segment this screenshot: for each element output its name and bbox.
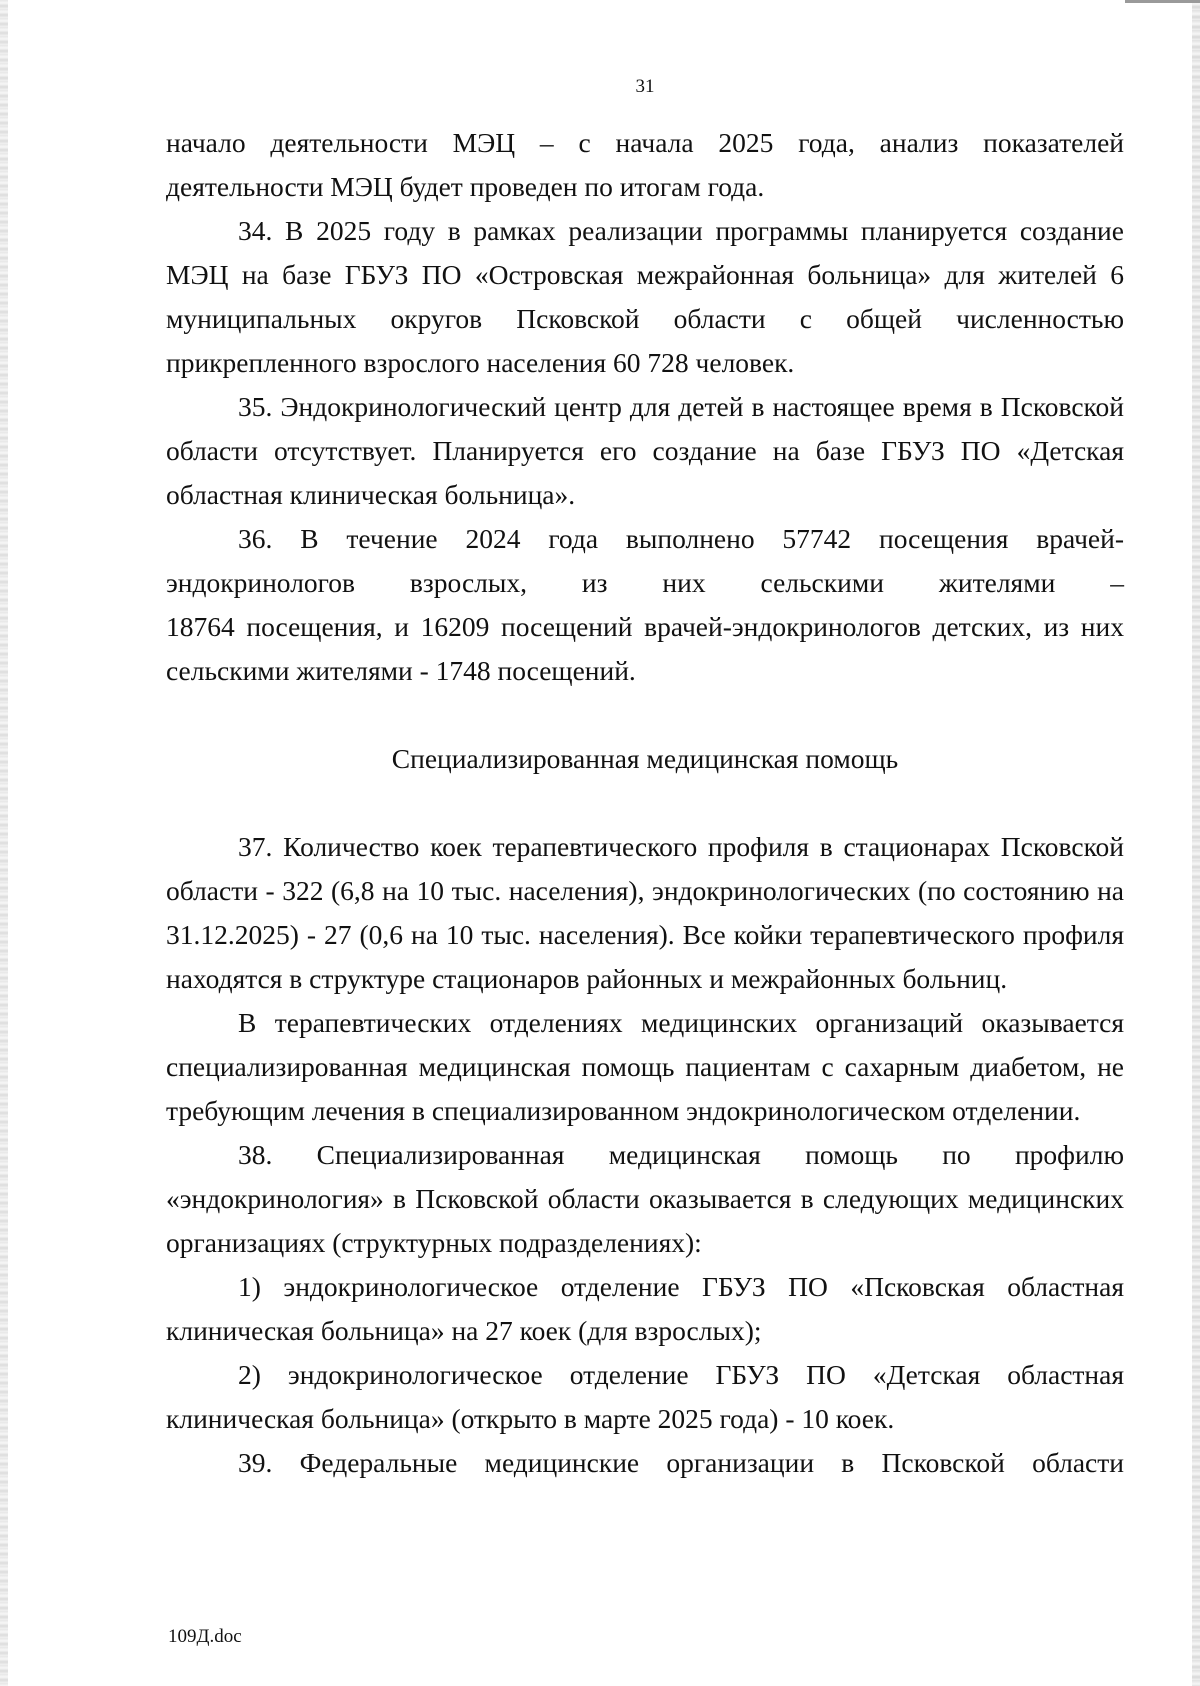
footer-filename: 109Д.doc (168, 1626, 242, 1647)
paragraph-38: 38. Специализированная медицинская помощь по профилю «эндокринология» в Псковской области оказывается в следующих медицинских организациях (структурных подразделениях): (166, 1139, 1124, 1258)
paragraph-34: 34. В 2025 году в рамках реализации программы планируется создание МЭЦ на базе ГБУЗ ПО «Островская межрайонная больница» для жителей 6 муниципальных округов Псковской области с общей численностью прикрепленного взрослого населения 60 728 человек. (166, 215, 1124, 378)
paragraph-36-line-1: 36. В течение 2024 года выполнено 57742 посещения врачей- (238, 523, 1124, 554)
paragraph-36-line-3: 18764 посещения, и 16209 посещений врачей-эндокринологов детских, из них сельскими жителями - 1748 посещений. (166, 611, 1124, 686)
paragraph-35: 35. Эндокринологический центр для детей в настоящее время в Псковской области отсутствует. Планируется его создание на базе ГБУЗ ПО «Детская областная клиническая больница». (166, 391, 1124, 510)
list-item-2: 2) эндокринологическое отделение ГБУЗ ПО «Детская областная клиническая больница» (открыто в марте 2025 года) - 10 коек. (166, 1359, 1124, 1434)
paragraph-continuation: начало деятельности МЭЦ – с начала 2025 года, анализ показателей деятельности МЭЦ будет проведен по итогам года. (166, 127, 1124, 202)
paragraph-37: 37. Количество коек терапевтического профиля в стационарах Псковской области - 322 (6,8 на 10 тыс. населения), эндокринологических (по состоянию на 31.12.2025) - 27 (0,6 на 10 тыс. населения). Все койки терапевтического профиля находятся в структуре стационаров районных и межрайонных больниц. (166, 831, 1124, 994)
page-number: 31 (635, 76, 655, 97)
document-body (166, 121, 1124, 1485)
paragraph-therapeutic-departments: В терапевтических отделениях медицинских организаций оказывается специализированная медицинская помощь пациентам с сахарным диабетом, не требующим лечения в специализированном эндокринологическом отделении. (166, 1007, 1124, 1126)
paragraph-36-line-2: эндокринологов взрослых, из них сельскими жителями – (166, 567, 1124, 598)
section-heading: Специализированная медицинская помощь (391, 743, 899, 774)
list-item-1: 1) эндокринологическое отделение ГБУЗ ПО «Псковская областная клиническая больница» на 27 коек (для взрослых); (166, 1271, 1124, 1346)
paragraph-39: 39. Федеральные медицинские организации в Псковской области (238, 1447, 1124, 1478)
